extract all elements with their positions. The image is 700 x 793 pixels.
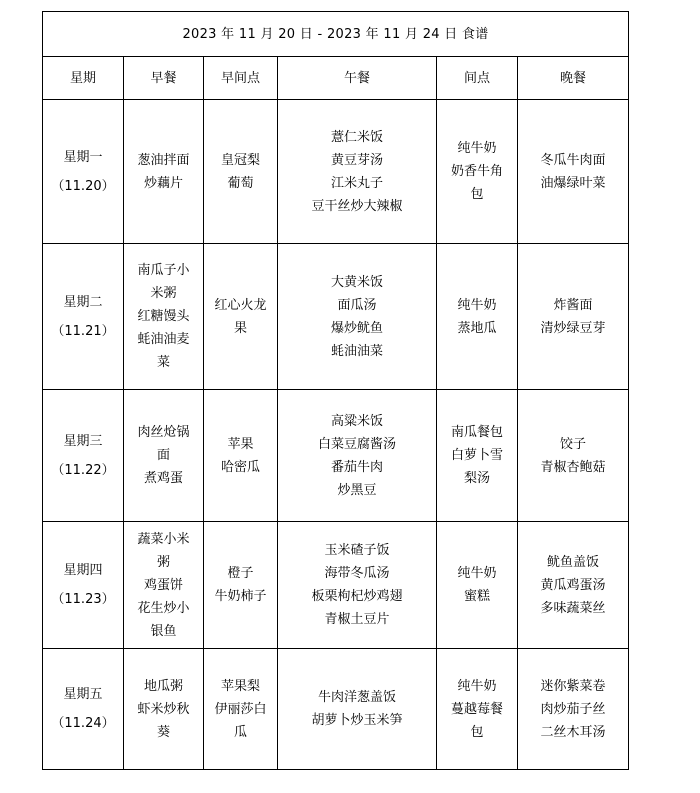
menu-item-line: 红心火龙 bbox=[214, 297, 267, 313]
day-cell bbox=[43, 649, 124, 770]
menu-item-line: 二丝木耳汤 bbox=[540, 724, 606, 740]
day-date: （11.21） bbox=[51, 323, 115, 339]
menu-item-line: 虾米炒秋 bbox=[137, 701, 190, 717]
day-date: （11.20） bbox=[51, 178, 115, 194]
menu-item-line: 肉丝炝锅 bbox=[137, 425, 190, 440]
header-row bbox=[43, 57, 629, 100]
day-cell bbox=[43, 390, 124, 522]
menu-item-line: 苹果 bbox=[227, 436, 254, 452]
menu-item-line: 胡萝卜炒玉米笋 bbox=[311, 713, 403, 728]
menu-item-line: 粥 bbox=[156, 554, 170, 570]
table-row bbox=[43, 390, 629, 522]
day-date: （11.24） bbox=[51, 716, 115, 731]
menu-item-line: 蔓越莓餐 bbox=[450, 701, 503, 717]
menu-item-line: 纯牛奶 bbox=[457, 141, 497, 156]
menu-item-line: 苹果梨 bbox=[220, 678, 260, 694]
day-cell bbox=[43, 522, 124, 649]
menu-item-line: 番茄牛肉 bbox=[330, 459, 383, 475]
menu-item-line: 葵 bbox=[156, 724, 170, 740]
menu-item-line: 伊丽莎白 bbox=[214, 701, 267, 717]
header-dinner: 晚餐 bbox=[518, 57, 629, 100]
menu-item-line: 蔬菜小米 bbox=[137, 531, 190, 547]
table-row bbox=[43, 244, 629, 390]
afternoon-snack-cell bbox=[437, 244, 518, 390]
morning-snack-cell bbox=[204, 522, 278, 649]
day-name: 星期一 bbox=[63, 149, 103, 165]
menu-item-line: 炸酱面 bbox=[553, 297, 593, 313]
menu-item-line: 海带冬瓜汤 bbox=[324, 566, 390, 581]
menu-item-line: 蚝油油麦 bbox=[137, 332, 190, 347]
header-morning-snack: 早间点 bbox=[204, 57, 278, 100]
day-name: 星期五 bbox=[63, 687, 103, 702]
breakfast-cell bbox=[124, 100, 204, 244]
dinner-cell bbox=[518, 522, 629, 649]
menu-item-line: 纯牛奶 bbox=[457, 678, 497, 694]
menu-item-line: 奶香牛角 bbox=[450, 164, 503, 179]
menu-title: 2023 年 11 月 20 日 - 2023 年 11 月 24 日 食谱 bbox=[43, 12, 629, 57]
afternoon-snack-cell bbox=[437, 390, 518, 522]
lunch-cell bbox=[278, 100, 437, 244]
menu-item-line: 牛奶柿子 bbox=[214, 589, 267, 604]
menu-item-line: 葱油拌面 bbox=[137, 152, 190, 168]
menu-item-line: 鱿鱼盖饭 bbox=[547, 554, 600, 570]
menu-item-line: 薏仁米饭 bbox=[330, 129, 383, 145]
lunch-cell bbox=[278, 649, 437, 770]
menu-item-line: 黄豆芽汤 bbox=[330, 152, 383, 168]
day-cell bbox=[43, 100, 124, 244]
lunch-cell bbox=[278, 244, 437, 390]
menu-item-line: 大黄米饭 bbox=[330, 274, 383, 290]
header-breakfast: 早餐 bbox=[124, 57, 204, 100]
menu-item-line: 面 bbox=[156, 448, 170, 463]
menu-item-line: 南瓜餐包 bbox=[450, 425, 503, 440]
day-name: 星期四 bbox=[63, 563, 103, 578]
menu-item-line: 蚝油油菜 bbox=[330, 343, 383, 359]
morning-snack-cell bbox=[204, 390, 278, 522]
menu-item-line: 纯牛奶 bbox=[457, 297, 497, 313]
menu-item-line: 白菜豆腐酱汤 bbox=[317, 436, 396, 452]
menu-item-line: 蒸地瓜 bbox=[457, 320, 497, 336]
header-lunch: 午餐 bbox=[278, 57, 437, 100]
afternoon-snack-cell bbox=[437, 522, 518, 649]
menu-page bbox=[42, 11, 628, 770]
lunch-cell bbox=[278, 522, 437, 649]
dinner-cell bbox=[518, 244, 629, 390]
breakfast-cell bbox=[124, 390, 204, 522]
menu-item-line: 玉米碴子饭 bbox=[324, 543, 390, 558]
menu-item-line: 炒黑豆 bbox=[337, 482, 377, 498]
table-row bbox=[43, 649, 629, 770]
menu-item-line: 菜 bbox=[156, 355, 170, 370]
dinner-cell bbox=[518, 649, 629, 770]
menu-item-line: 蜜糕 bbox=[463, 589, 490, 604]
header-afternoon-snack: 间点 bbox=[437, 57, 518, 100]
menu-item-line: 纯牛奶 bbox=[457, 566, 497, 581]
day-date: （11.22） bbox=[51, 462, 115, 478]
menu-item-line: 皇冠梨 bbox=[220, 152, 260, 168]
menu-item-line: 煮鸡蛋 bbox=[143, 471, 183, 486]
afternoon-snack-cell bbox=[437, 649, 518, 770]
menu-item-line: 江米丸子 bbox=[330, 175, 383, 191]
menu-item-line: 花生炒小 bbox=[137, 600, 190, 616]
header-day: 星期 bbox=[43, 57, 124, 100]
menu-item-line: 清炒绿豆芽 bbox=[540, 320, 606, 336]
day-cell bbox=[43, 244, 124, 390]
menu-item-line: 高粱米饭 bbox=[330, 413, 383, 429]
dinner-cell bbox=[518, 100, 629, 244]
day-name: 星期二 bbox=[63, 294, 103, 310]
menu-item-line: 鸡蛋饼 bbox=[143, 577, 183, 593]
menu-item-line: 豆干丝炒大辣椒 bbox=[311, 198, 403, 214]
morning-snack-cell bbox=[204, 244, 278, 390]
menu-item-line: 葡萄 bbox=[227, 175, 254, 191]
menu-item-line: 银鱼 bbox=[150, 623, 177, 639]
menu-item-line: 青椒土豆片 bbox=[324, 612, 390, 627]
menu-item-line: 肉炒茄子丝 bbox=[540, 701, 606, 717]
weekly-menu-table bbox=[42, 11, 629, 770]
menu-item-line: 多味蔬菜丝 bbox=[540, 600, 606, 616]
menu-item-line: 炒藕片 bbox=[143, 175, 183, 191]
menu-item-line: 饺子 bbox=[560, 436, 587, 452]
menu-item-line: 白萝卜雪 bbox=[450, 448, 503, 463]
menu-item-line: 迷你紫菜卷 bbox=[540, 678, 606, 694]
menu-item-line: 爆炒鱿鱼 bbox=[330, 320, 383, 336]
menu-item-line: 包 bbox=[470, 724, 484, 740]
menu-item-line: 面瓜汤 bbox=[337, 297, 377, 313]
menu-item-line: 橙子 bbox=[227, 566, 254, 581]
menu-item-line: 青椒杏鲍菇 bbox=[540, 459, 606, 475]
breakfast-cell bbox=[124, 522, 204, 649]
afternoon-snack-cell bbox=[437, 100, 518, 244]
menu-item-line: 黄瓜鸡蛋汤 bbox=[540, 577, 606, 593]
menu-item-line: 瓜 bbox=[233, 724, 247, 740]
day-name: 星期三 bbox=[63, 433, 103, 449]
lunch-cell bbox=[278, 390, 437, 522]
table-row bbox=[43, 522, 629, 649]
breakfast-cell bbox=[124, 649, 204, 770]
menu-item-line: 板栗枸杞炒鸡翅 bbox=[311, 589, 403, 604]
menu-item-line: 牛肉洋葱盖饭 bbox=[317, 690, 396, 705]
menu-item-line: 油爆绿叶菜 bbox=[540, 175, 606, 191]
menu-item-line: 冬瓜牛肉面 bbox=[540, 152, 606, 168]
table-row bbox=[43, 100, 629, 244]
morning-snack-cell bbox=[204, 649, 278, 770]
menu-item-line: 红糖馒头 bbox=[137, 309, 190, 324]
menu-item-line: 包 bbox=[470, 187, 484, 202]
morning-snack-cell bbox=[204, 100, 278, 244]
breakfast-cell bbox=[124, 244, 204, 390]
day-date: （11.23） bbox=[51, 592, 115, 607]
menu-item-line: 梨汤 bbox=[463, 471, 490, 486]
dinner-cell bbox=[518, 390, 629, 522]
menu-item-line: 南瓜子小 bbox=[137, 263, 190, 278]
menu-item-line: 哈密瓜 bbox=[220, 459, 260, 475]
menu-item-line: 果 bbox=[233, 320, 247, 336]
menu-item-line: 地瓜粥 bbox=[143, 678, 183, 694]
menu-item-line: 米粥 bbox=[150, 286, 177, 301]
